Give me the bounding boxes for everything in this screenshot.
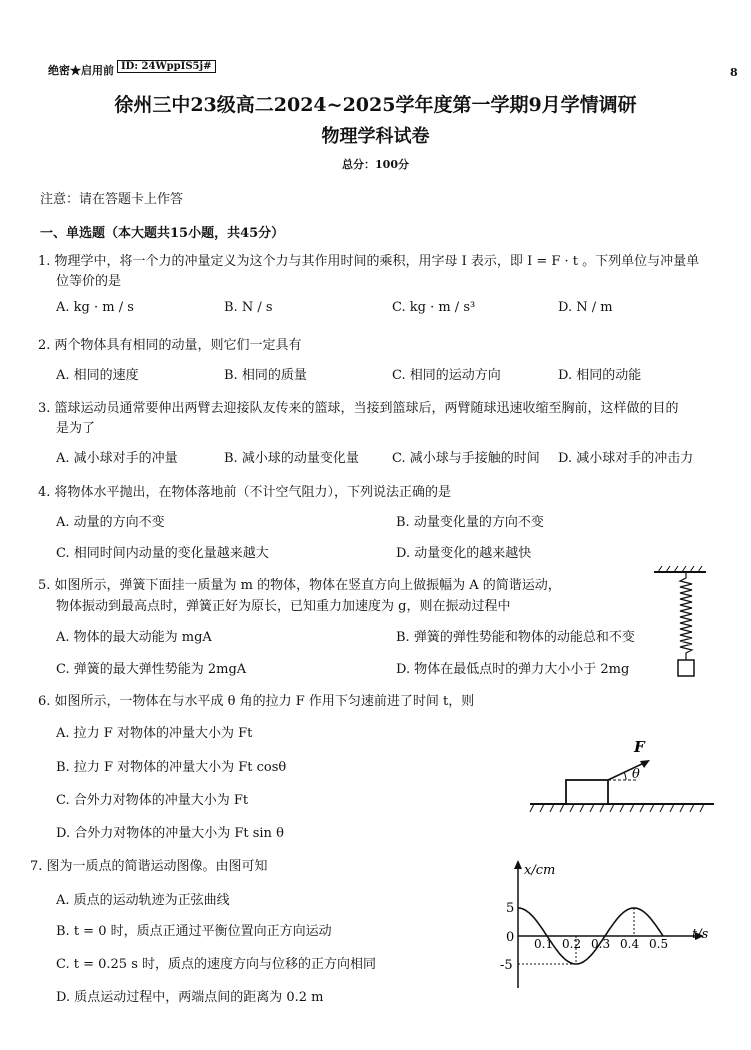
q1-stem-line1: 1. 物理学中，将一个力的冲量定义为这个力与其作用时间的乘积，用字母 I 表示，即 I = F · t 。下列单位与冲量单 xyxy=(38,254,700,269)
q1-option-c: C. kg · m / s³ xyxy=(392,300,476,315)
angle-label: θ xyxy=(632,767,640,782)
q3-stem-line2: 是为了 xyxy=(56,421,96,436)
q2-option-c: C. 相同的运动方向 xyxy=(392,368,501,383)
exam-subtitle: 物理学科试卷 xyxy=(321,126,430,147)
q5-option-a: A. 物体的最大动能为 mgA xyxy=(56,630,212,645)
y-axis-label: x/cm xyxy=(524,863,556,878)
q7-option-d: D. 质点运动过程中，两端点间的距离为 0.2 m xyxy=(56,990,324,1005)
q1-option-d: D. N / m xyxy=(558,300,613,315)
angle-arc xyxy=(624,772,626,780)
block-force-figure xyxy=(528,734,718,820)
force-arrow-shaft xyxy=(608,762,646,780)
y-tick-0: 0 xyxy=(506,930,515,945)
q7-option-a: A. 质点的运动轨迹为正弦曲线 xyxy=(56,893,230,908)
y-tick-5: 5 xyxy=(506,901,515,916)
q1-option-a: A. kg · m / s xyxy=(56,300,134,315)
q3-option-b: B. 减小球的动量变化量 xyxy=(224,451,359,466)
q6-option-c: C. 合外力对物体的冲量大小为 Ft xyxy=(56,793,249,808)
x-tick-01: 0.1 xyxy=(534,937,554,951)
q7-option-c: C. t = 0.25 s 时，质点的速度方向与位移的正方向相同 xyxy=(56,957,377,972)
spring-mass-figure xyxy=(650,566,710,684)
exam-title: 徐州三中23级高二2024~2025学年度第一学期9月学情调研 xyxy=(114,94,637,116)
x-axis-label: t/s xyxy=(692,927,709,942)
y-axis-arrow xyxy=(514,860,522,869)
secrecy-label: 绝密★启用前 xyxy=(48,64,114,77)
q6-option-b: B. 拉力 F 对物体的冲量大小为 Ft cosθ xyxy=(56,760,287,775)
q6-option-a: A. 拉力 F 对物体的冲量大小为 Ft xyxy=(56,726,253,741)
q4-option-d: D. 动量变化的越来越快 xyxy=(396,546,532,561)
q2-stem: 2. 两个物体具有相同的动量，则它们一定具有 xyxy=(38,338,302,353)
x-tick-05: 0.5 xyxy=(649,937,669,951)
y-tick-neg5: -5 xyxy=(500,958,513,973)
exam-id-box: ID: 24WppIS5j# xyxy=(117,60,216,73)
q1-stem-line2: 位等价的是 xyxy=(56,274,122,289)
q2-option-a: A. 相同的速度 xyxy=(56,368,139,383)
block xyxy=(566,780,608,804)
x-tick-04: 0.4 xyxy=(620,937,640,951)
q4-option-b: B. 动量变化量的方向不变 xyxy=(396,515,544,530)
q4-stem: 4. 将物体水平抛出，在物体落地前（不计空气阻力），下列说法正确的是 xyxy=(38,485,452,500)
section-heading: 一、单选题（本大题共15小题，共45分） xyxy=(40,226,285,241)
q5-stem-line2: 物体振动到最高点时，弹簧正好为原长，已知重力加速度为 g，则在振动过程中 xyxy=(56,599,511,614)
shm-graph xyxy=(500,856,720,996)
q3-option-d: D. 减小球对手的冲击力 xyxy=(558,451,694,466)
q6-stem: 6. 如图所示，一物体在与水平成 θ 角的拉力 F 作用下匀速前进了时间 t，则 xyxy=(38,694,475,709)
spring-coil xyxy=(680,572,692,660)
q5-option-b: B. 弹簧的弹性势能和物体的动能总和不变 xyxy=(396,630,635,645)
q3-option-a: A. 减小球对手的冲量 xyxy=(56,451,178,466)
q4-option-a: A. 动量的方向不变 xyxy=(56,515,165,530)
q1-option-b: B. N / s xyxy=(224,300,273,315)
total-score: 总分：100分 xyxy=(342,158,409,171)
notice: 注意：请在答题卡上作答 xyxy=(40,192,184,207)
x-tick-02: 0.2 xyxy=(562,937,582,951)
ground-hatch xyxy=(530,804,704,812)
q5-stem-line1: 5. 如图所示，弹簧下面挂一质量为 m 的物体，物体在竖直方向上做振幅为 A 的简谐运动， xyxy=(38,578,561,593)
q5-option-c: C. 弹簧的最大弹性势能为 2mgA xyxy=(56,662,247,677)
q6-option-d: D. 合外力对物体的冲量大小为 Ft sin θ xyxy=(56,826,284,841)
q2-option-b: B. 相同的质量 xyxy=(224,368,307,383)
q3-stem-line1: 3. 篮球运动员通常要伸出两臂去迎接队友传来的篮球，当接到篮球后，两臂随球迅速收缩至胸前，这样做的目的 xyxy=(38,401,679,416)
q3-option-c: C. 减小球与手接触的时间 xyxy=(392,451,540,466)
q7-option-b: B. t = 0 时，质点正通过平衡位置向正方向运动 xyxy=(56,924,332,939)
force-label: F xyxy=(634,738,645,756)
hanging-mass xyxy=(678,660,694,676)
page-mark: 8 xyxy=(730,66,738,79)
q5-option-d: D. 物体在最低点时的弹力大小小于 2mg xyxy=(396,662,630,677)
x-tick-03: 0.3 xyxy=(591,937,611,951)
q7-stem: 7. 图为一质点的简谐运动图像。由图可知 xyxy=(30,859,268,874)
q4-option-c: C. 相同时间内动量的变化量越来越大 xyxy=(56,546,269,561)
q2-option-d: D. 相同的动能 xyxy=(558,368,642,383)
